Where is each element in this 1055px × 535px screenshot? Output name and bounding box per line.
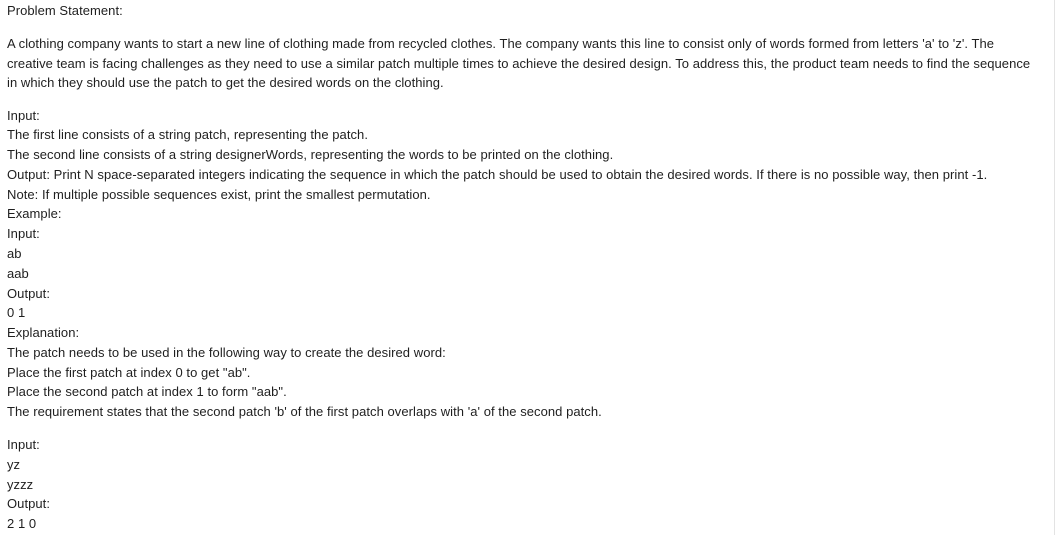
example-output-label: Output: <box>7 286 50 301</box>
example2-output-value: 2 1 0 <box>7 516 37 531</box>
output-desc: Output: Print N space-separated integers indicating the sequence in which the patch should be used to obtain the desired words. If there is no possible way, then print -1. <box>7 167 988 182</box>
example2-input-words: yzzz <box>7 477 34 492</box>
example-output-value: 0 1 <box>7 305 26 320</box>
example2-input-patch: yz <box>7 457 21 472</box>
example-input-patch: ab <box>7 246 22 261</box>
explanation-line-2: Place the first patch at index 0 to get "ab". <box>7 365 251 380</box>
example-label: Example: <box>7 206 62 221</box>
example-input-label: Input: <box>7 226 40 241</box>
input-line-2-desc: The second line consists of a string designerWords, representing the words to be printed on the clothing. <box>7 147 614 162</box>
explanation-line-1: The patch needs to be used in the following way to create the desired word: <box>7 345 446 360</box>
example-input-words: aab <box>7 266 29 281</box>
statement-line-3: in which they should use the patch to get the desired words on the clothing. <box>7 75 444 90</box>
example2-input-label: Input: <box>7 437 40 452</box>
input-label: Input: <box>7 108 40 123</box>
statement-line-2: creative team is facing challenges as they need to use a similar patch multiple times to achieve the desired design. To address this, the product team needs to find the sequence <box>7 56 1031 71</box>
explanation-line-3: Place the second patch at index 1 to form "aab". <box>7 384 287 399</box>
example2-output-label: Output: <box>7 496 50 511</box>
input-line-1-desc: The first line consists of a string patch, representing the patch. <box>7 127 368 142</box>
explanation-label: Explanation: <box>7 325 80 340</box>
note-line: Note: If multiple possible sequences exist, print the smallest permutation. <box>7 187 431 202</box>
explanation-line-4: The requirement states that the second patch 'b' of the first patch overlaps with 'a' of the second patch. <box>7 404 602 419</box>
problem-heading: Problem Statement: <box>7 3 123 18</box>
statement-line-1: A clothing company wants to start a new line of clothing made from recycled clothes. The company wants this line to consist only of words formed from letters 'a' to 'z'. The <box>7 36 995 51</box>
